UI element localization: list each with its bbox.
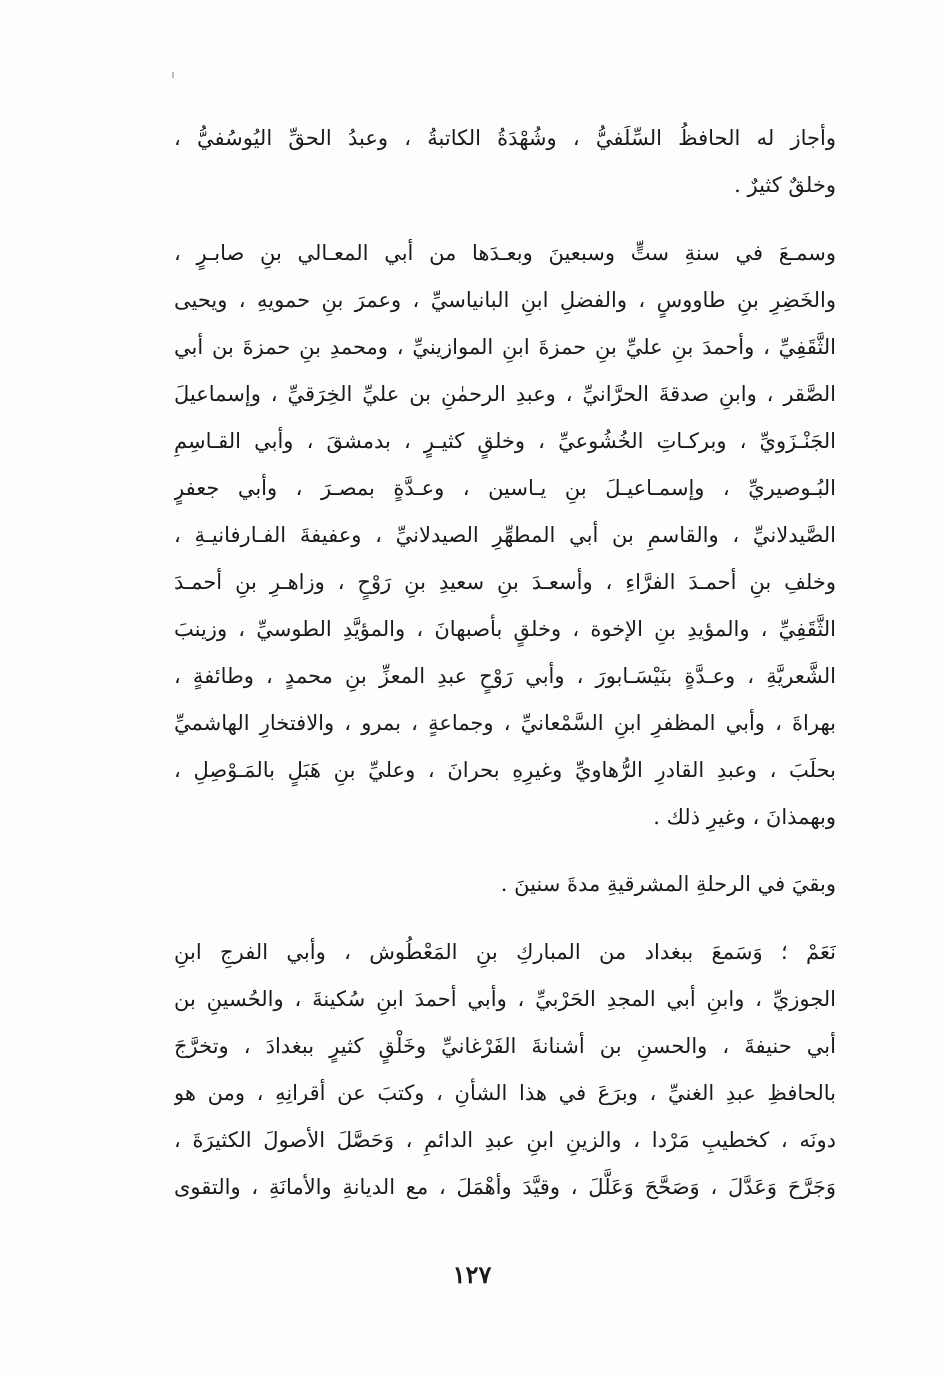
text-line: وبهمذانَ ، وغيرِ ذلك .: [653, 805, 836, 829]
text-line: نَعَمْ ؛ وَسَمعَ ببغداد من المباركِ بنِ المَعْطُوش ، وأبي الفرجِ ابنِ: [174, 940, 836, 964]
text-line: وبقيَ في الرحلةِ المشرقيةِ مدةَ سنينَ .: [500, 872, 836, 896]
text-line: الشَّعريَّةِ ، وعـدَّةٍ بنَيْسَـابورَ ، وأبي رَوْحٍ عبدِ المعزِّ بنِ محمدٍ ، وطائفةٍ ،: [174, 664, 836, 688]
text-line: وسمـعَ في سنةِ ستٍّ وسبعينَ وبعـدَها من أبي المعـالي بنِ صابـرٍ ،: [174, 241, 836, 265]
text-line: الجَنْـزَويِّ ، وبركـاتِ الخُشُوعيِّ ، وخلقٍ كثيـرٍ ، بدمشقَ ، وأبي القـاسِمِ: [174, 429, 836, 453]
text-line: بالحافظِ عبدِ الغنيِّ ، وبرَعَ في هذا الشأنِ ، وكتبَ عن أقرانِهِ ، ومن هو: [174, 1081, 836, 1105]
text-line: الجوزيِّ ، وابنِ أبي المجدِ الحَرْبيِّ ، وأبي أحمدَ ابنِ سُكينةَ ، والحُسينِ بن: [174, 987, 836, 1011]
text-line: وأجاز له الحافظُ السِّلَفيُّ ، وشُهْدَةُ الكاتبةُ ، وعبدُ الحقِّ اليُوسُفيُّ ،: [174, 126, 836, 150]
text-line: الثَّقَفِيِّ ، والمؤيدِ بنِ الإخوة ، وخلقٍ بأصبهانَ ، والمؤيَّدِ الطوسيِّ ، وزينبَ: [174, 617, 836, 641]
text-line: وَجَرَّحَ وَعَدَّلَ ، وَصَحَّحَ وَعَلَّلَ ، وقيَّدَ وأهْمَلَ ، مع الديانةِ والأمانَةِ ، والتقوى: [174, 1175, 836, 1199]
text-line: أبي حنيفةَ ، والحسنِ بن أشنانةَ الفَرْغانيِّ وخَلْقٍ كثيرٍ ببغدادَ ، وتخرَّجَ: [174, 1034, 836, 1058]
text-line: وخلقٌ كثيرٌ .: [734, 173, 836, 197]
text-line: البُـوصيريِّ ، وإسمـاعيـلَ بنِ يـاسين ، وعـدَّةٍ بمصـرَ ، وأبي جعفرٍ: [174, 476, 836, 500]
text-line: الثَّقَفِيِّ ، وأحمدَ بنِ عليِّ بنِ حمزةَ ابنِ الموازينيِّ ، ومحمدِ بنِ حمزةَ بن أبي: [174, 335, 836, 359]
text-line: بهراةَ ، وأبي المظفرِ ابنِ السَّمْعانيِّ ، وجماعةٍ ، بمرو ، والافتخارِ الهاشميِّ: [174, 711, 836, 735]
text-line: والخَضِرِ بنِ طاووسٍ ، والفضلِ ابنِ البانياسيِّ ، وعمرَ بنِ حمويهِ ، ويحيى: [174, 288, 836, 312]
page-number: ١٢٧: [452, 1260, 492, 1289]
text-line: وخلفِ بنِ أحمـدَ الفرَّاءِ ، وأسعـدَ بنِ سعيدِ بنِ رَوْحٍ ، وزاهـرِ بنِ أحمـدَ: [174, 570, 836, 594]
scan-mark: [172, 72, 174, 78]
text-line: بحلَبَ ، وعبدِ القادرِ الرُّهاويِّ وغيرِهِ بحرانَ ، وعليِّ بنِ هَبَلٍ بالمَـوْصِلِ ،: [174, 758, 836, 782]
text-line: الصَّقر ، وابنِ صدقةَ الحرَّانيِّ ، وعبدِ الرحمٰنِ بن عليِّ الخِرَقيِّ ، وإسماعيلَ: [174, 382, 836, 406]
text-line: دونَه ، كخطيبِ مَرْدا ، والزينِ ابنِ عبدِ الدائمِ ، وَحَصَّلَ الأصولَ الكثيرَةَ ،: [174, 1128, 836, 1152]
text-line: الصَّيدلانيِّ ، والقاسمِ بن أبي المطهِّرِ الصيدلانيِّ ، وعفيفةَ الفـارفانيـةِ ،: [174, 523, 836, 547]
